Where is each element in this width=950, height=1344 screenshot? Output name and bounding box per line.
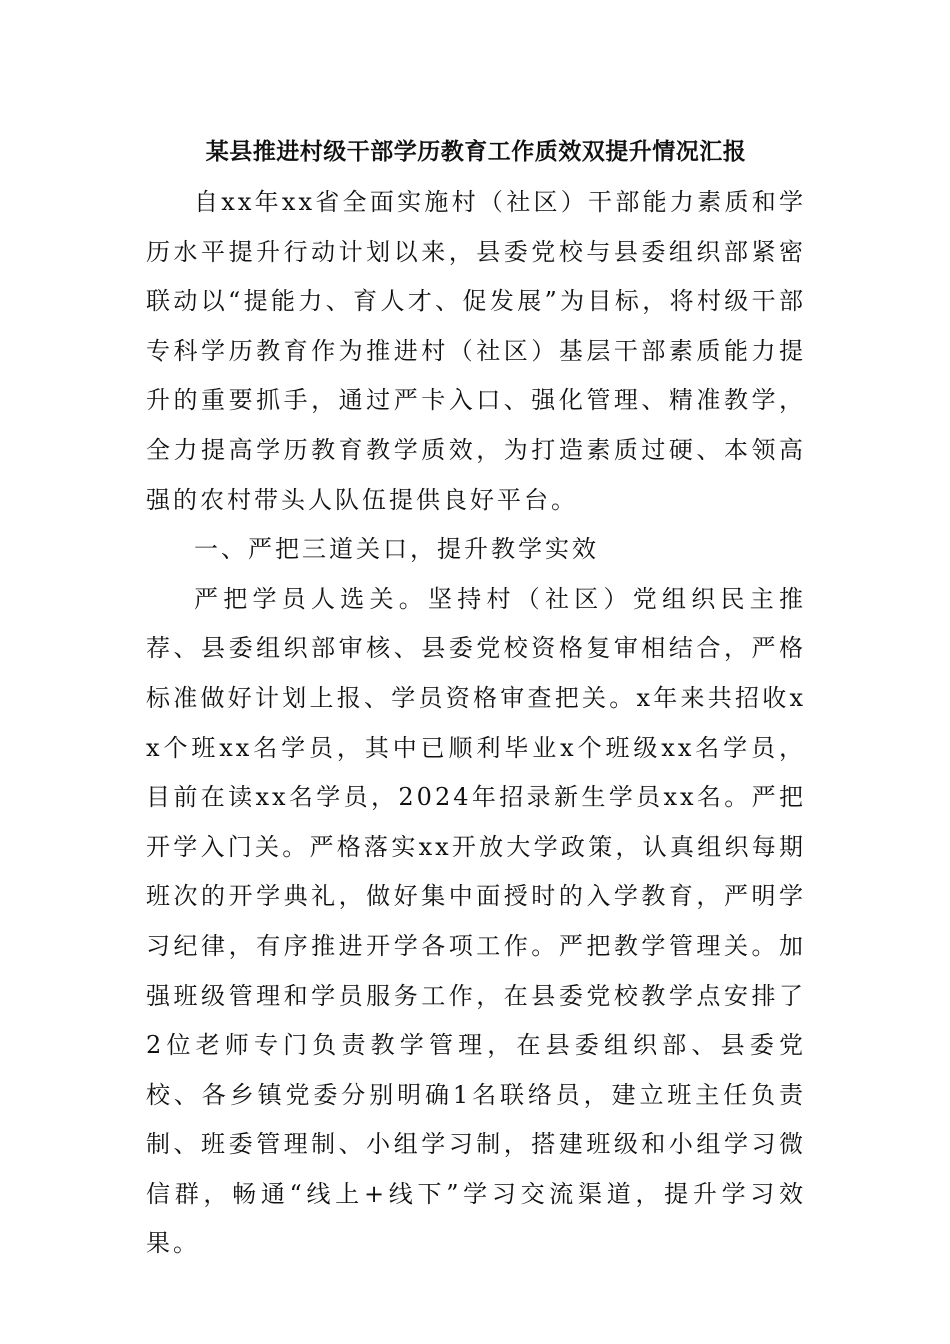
intro-paragraph: 自xx年xx省全面实施村（社区）干部能力素质和学历水平提升行动计划以来，县委党校与县委组织部紧密联动以“提能力、育人才、促发展”为目标，将村级干部专科学历教育作为推进村（社区）基层干部素质能力提升的重要抓手，通过严卡入口、强化管理、精准教学，全力提高学历教育教学质效，为打造素质过硬、本领高强的农村带头人队伍提供良好平台。 (146, 188, 806, 514)
document-title: 某县推进村级干部学历教育工作质效双提升情况汇报 (205, 138, 747, 165)
document-page (146, 128, 806, 1269)
body-paragraph: 严把学员人选关。坚持村（社区）党组织民主推荐、县委组织部审核、县委党校资格复审相结合，严格标准做好计划上报、学员资格审查把关。x年来共招收xx个班xx名学员，其中已顺利毕业x个班级xx名学员，目前在读xx名学员，2024年招录新生学员xx名。严把开学入门关。严格落实xx开放大学政策，认真组织每期班次的开学典礼，做好集中面授时的入学教育，严明学习纪律，有序推进开学各项工作。严把教学管理关。加强班级管理和学员服务工作，在县委党校教学点安排了2位老师专门负责教学管理，在县委组织部、县委党校、各乡镇党委分别明确1名联络员，建立班主任负责制、班委管理制、小组学习制，搭建班级和小组学习微信群，畅通“线上+线下”学习交流渠道，提升学习效果。 (146, 584, 806, 1258)
section-heading: 一、严把三道关口，提升教学实效 (194, 535, 599, 564)
